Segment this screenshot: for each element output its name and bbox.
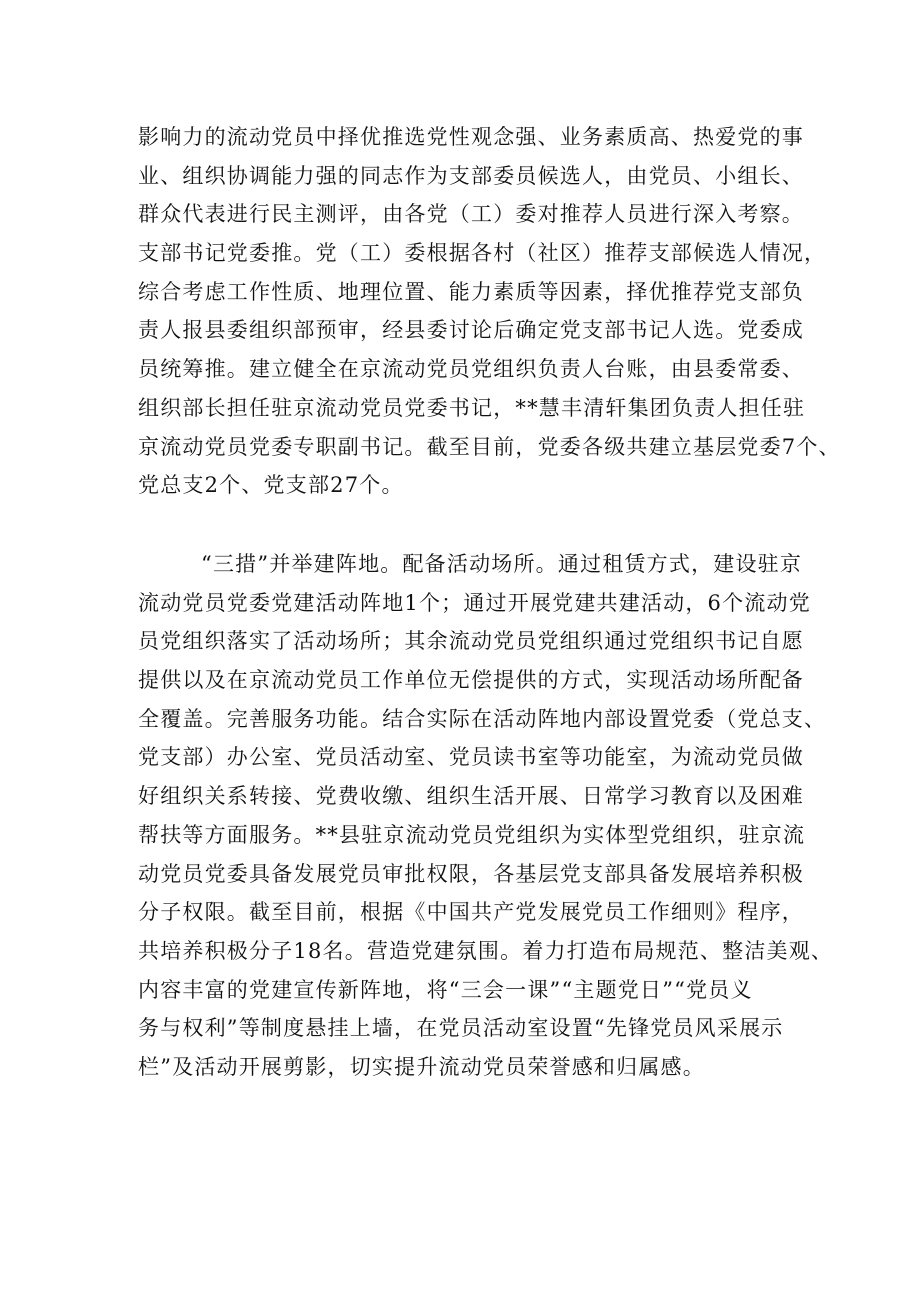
paragraph-line: 党支部）办公室、党员活动室、党员读书室等功能室，为流动党员做	[138, 745, 804, 770]
paragraph-line: 党总支2个、党支部27个。	[138, 473, 404, 498]
paragraph-line: 动党员党委具备发展党员审批权限，各基层党支部具备发展培养积极	[138, 861, 804, 886]
paragraph-line: 栏”及活动开展剪影，切实提升流动党员荣誉感和归属感。	[138, 1054, 705, 1079]
paragraph-line: 分子权限。截至目前，根据《中国共产党发展党员工作细则》程序，	[138, 900, 804, 925]
paragraph-line: 业、组织协调能力强的同志作为支部委员候选人，由党员、小组长、	[138, 163, 804, 188]
paragraph-line: 群众代表进行民主测评，由各党（工）委对推荐人员进行深入考察。	[138, 202, 804, 227]
paragraph-line: 京流动党员党委专职副书记。截至目前，党委各级共建立基层党委7个、	[138, 434, 841, 459]
paragraph-line: 支部书记党委推。党（工）委根据各村（社区）推荐支部候选人情况，	[138, 241, 827, 266]
paragraph-line: 提供以及在京流动党员工作单位无偿提供的方式，实现活动场所配备	[138, 668, 804, 693]
paragraph-2	[138, 545, 834, 1087]
paragraph-line: 责人报县委组织部预审，经县委讨论后确定党支部书记人选。党委成	[138, 318, 804, 343]
paragraph-line: “三措”并举建阵地。配备活动场所。通过租赁方式，建设驻京	[138, 552, 803, 576]
paragraph-1	[138, 118, 841, 505]
paragraph-line: 影响力的流动党员中择优推选党性观念强、业务素质高、热爱党的事	[138, 125, 804, 149]
paragraph-line: 好组织关系转接、党费收缴、组织生活开展、日常学习教育以及困难	[138, 784, 804, 809]
paragraph-line: 综合考虑工作性质、地理位置、能力素质等因素，择优推荐党支部负	[138, 279, 804, 304]
paragraph-line: 员统筹推。建立健全在京流动党员党组织负责人台账，由县委常委、	[138, 357, 804, 382]
paragraph-line: 共培养积极分子18名。营造党建氛围。着力打造布局规范、整洁美观、	[138, 938, 834, 963]
paragraph-line: 员党组织落实了活动场所；其余流动党员党组织通过党组织书记自愿	[138, 629, 804, 654]
paragraph-line: 流动党员党委党建活动阵地1个；通过开展党建共建活动，6个流动党	[138, 590, 811, 615]
paragraph-line: 务与权利”等制度悬挂上墙，在党员活动室设置“先锋党员风采展示	[138, 1016, 784, 1041]
paragraph-line: 内容丰富的党建宣传新阵地，将“三会一课”“主题党日”“党员义	[138, 977, 753, 1002]
paragraph-line: 全覆盖。完善服务功能。结合实际在活动阵地内部设置党委（党总支、	[138, 706, 827, 731]
paragraph-line: 组织部长担任驻京流动党员党委书记，**慧丰清轩集团负责人担任驻	[138, 395, 806, 420]
paragraph-line: 帮扶等方面服务。**县驻京流动党员党组织为实体型党组织，驻京流	[138, 822, 806, 847]
